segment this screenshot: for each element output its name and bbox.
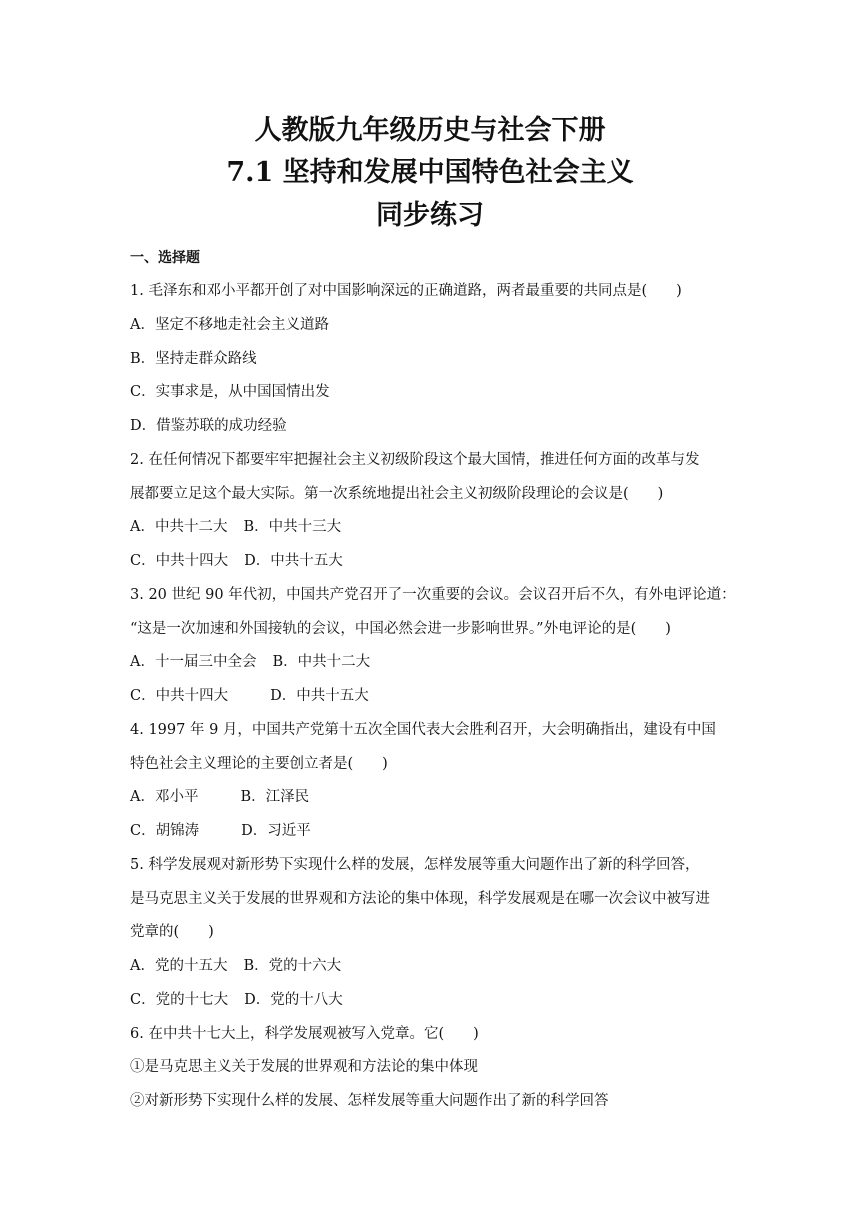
question-5-option-b: B．党的十六大 xyxy=(243,958,342,974)
question-4-options-row-2 xyxy=(130,824,311,839)
document-title-line-2: 7.1 坚持和发展中国特色社会主义 xyxy=(226,157,634,188)
question-1-option-a: A．坚定不移地走社会主义道路 xyxy=(130,317,329,333)
question-5-option-c: C．党的十七大 xyxy=(130,992,229,1008)
question-3-option-d: D．中共十五大 xyxy=(270,688,369,704)
question-1-option-c: C．实事求是，从中国国情出发 xyxy=(130,384,330,400)
question-6-statement-1: ①是马克思主义关于发展的世界观和方法论的集中体现 xyxy=(130,1059,478,1075)
question-2-options-row-1 xyxy=(130,520,341,535)
question-3-options-row-2 xyxy=(130,689,369,704)
question-5-option-d: D．党的十八大 xyxy=(244,992,343,1008)
question-5-options-row-1 xyxy=(130,959,341,974)
question-4-option-b: B．江泽民 xyxy=(240,789,310,805)
question-2-stem-line-2: 展都要立足这个最大实际。第一次系统地提出社会主义初级阶段理论的会议是( ) xyxy=(130,486,664,502)
question-4-option-d: D．习近平 xyxy=(241,823,311,839)
question-4-stem-line-2: 特色社会主义理论的主要创立者是( ) xyxy=(130,756,388,772)
question-1-option-b: B．坚持走群众路线 xyxy=(130,351,257,367)
question-1-option-d: D．借鉴苏联的成功经验 xyxy=(130,418,287,434)
question-6-statement-2: ②对新形势下实现什么样的发展、怎样发展等重大问题作出了新的科学回答 xyxy=(130,1093,609,1109)
document-title-line-3: 同步练习 xyxy=(376,200,484,231)
question-4-options-row-1 xyxy=(130,790,309,805)
question-5-stem-line-1: 5. 科学发展观对新形势下实现什么样的发展，怎样发展等重大问题作出了新的科学回答， xyxy=(130,857,700,873)
question-3-option-b: B．中共十二大 xyxy=(272,654,371,670)
question-2-option-a: A．中共十二大 xyxy=(130,519,228,535)
question-5-stem-line-2: 是马克思主义关于发展的世界观和方法论的集中体现，科学发展观是在哪一次会议中被写进 xyxy=(130,891,710,907)
question-5-options-row-2 xyxy=(130,993,343,1008)
question-3-options-row-1 xyxy=(130,655,370,670)
question-4-option-a: A．邓小平 xyxy=(130,789,199,805)
question-5-stem-line-3: 党章的( ) xyxy=(130,924,214,940)
question-6-stem: 6. 在中共十七大上，科学发展观被写入党章。它( ) xyxy=(130,1026,479,1042)
question-2-option-d: D．中共十五大 xyxy=(244,553,343,569)
document-title-line-1: 人教版九年级历史与社会下册 xyxy=(254,115,606,146)
question-1-stem: 1. 毛泽东和邓小平都开创了对中国影响深远的正确道路，两者最重要的共同点是( ) xyxy=(130,283,682,299)
section-heading: 一、选择题 xyxy=(130,250,200,266)
question-4-option-c: C．胡锦涛 xyxy=(130,823,200,839)
question-2-stem-line-1: 2. 在任何情况下都要牢牢把握社会主义初级阶段这个最大国情，推进任何方面的改革与发 xyxy=(130,452,700,468)
question-2-options-row-2 xyxy=(130,554,343,569)
question-3-option-c: C．中共十四大 xyxy=(130,688,229,704)
question-5-option-a: A．党的十五大 xyxy=(130,958,228,974)
question-3-stem-line-1: 3. 20 世纪 90 年代初，中国共产党召开了一次重要的会议。会议召开后不久，有外电评论道： xyxy=(130,587,736,603)
question-3-option-a: A．十一届三中全会 xyxy=(130,654,257,670)
question-3-stem-line-2: “这是一次加速和外国接轨的会议，中国必然会进一步影响世界。”外电评论的是( ) xyxy=(130,621,671,637)
question-2-option-c: C．中共十四大 xyxy=(130,553,229,569)
question-2-option-b: B．中共十三大 xyxy=(243,519,342,535)
question-4-stem-line-1: 4. 1997 年 9 月，中国共产党第十五次全国代表大会胜利召开，大会明确指出，建设有中国 xyxy=(130,722,716,738)
